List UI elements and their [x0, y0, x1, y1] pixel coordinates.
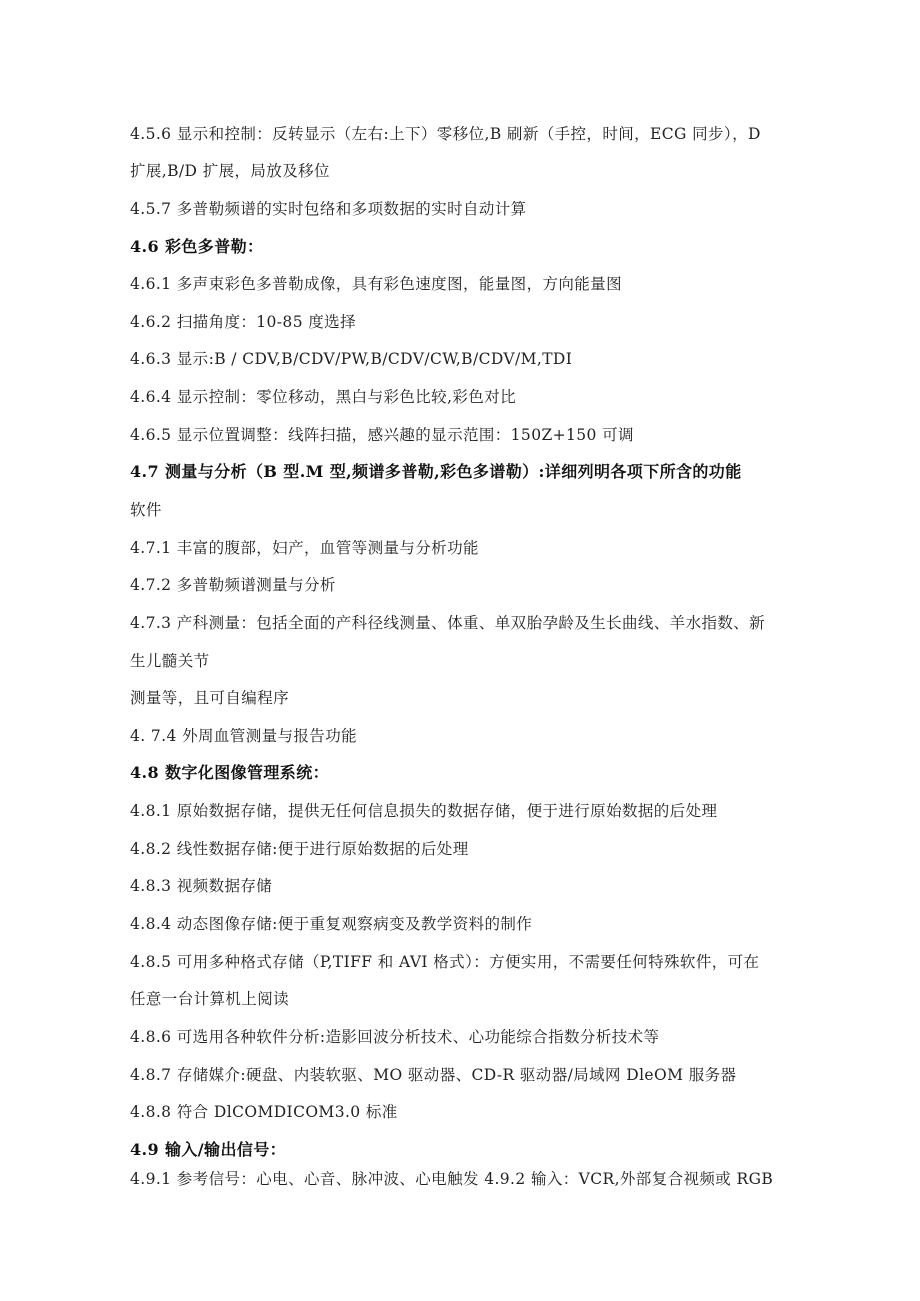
section-heading: 4.9 输入/输出信号：: [130, 1140, 287, 1159]
text-line: 4.8.8 符合 DlCOMDICOM3.0 标准: [130, 1103, 398, 1121]
text-line: 软件: [130, 501, 162, 519]
text-line: 4.7.2 多普勒频谱测量与分析: [130, 576, 336, 594]
text-line: 4.8.6 可选用各种软件分析:造影回波分析技术、心功能综合指数分析技术等: [130, 1028, 660, 1046]
text-line: 测量等，且可自编程序: [130, 689, 290, 707]
text-line: 4.8.4 动态图像存储:便于重复观察病变及教学资料的制作: [130, 915, 533, 933]
text-line: 4.8.3 视频数据存储: [130, 877, 273, 895]
text-line: 扩展,B/D 扩展，局放及移位: [130, 162, 330, 180]
text-line: 4.6.5 显示位置调整：线阵扫描，感兴趣的显示范围：150Z+150 可调: [130, 426, 634, 444]
text-line: 4.6.3 显示:B / CDV,B/CDV/PW,B/CDV/CW,B/CDV/M,TDI: [130, 350, 573, 368]
text-line: 4.6.1 多声束彩色多普勒成像，具有彩色速度图，能量图，方向能量图: [130, 275, 622, 293]
text-line: 4.5.6 显示和控制：反转显示（左右:上下）零移位,B 刷新（手控，时间，ECG 同步），D: [130, 125, 761, 143]
text-line: 4.7.1 丰富的腹部，妇产，血管等测量与分析功能: [130, 539, 479, 557]
text-line: 4.5.7 多普勒频谱的实时包络和多项数据的实时自动计算: [130, 200, 527, 218]
text-line: 4.8.2 线性数据存储:便于进行原始数据的后处理: [130, 840, 469, 858]
text-line: 4.8.7 存储媒介:硬盘、内装软驱、MO 驱动器、CD-R 驱动器/局域网 DleOM 服务器: [130, 1066, 737, 1084]
text-line: 4.6.4 显示控制：零位移动，黑白与彩色比较,彩色对比: [130, 388, 516, 406]
text-line: 4.7.3 产科测量：包括全面的产科径线测量、体重、单双胎孕龄及生长曲线、羊水指数、新: [130, 614, 766, 632]
text-line: 任意一台计算机上阅读: [130, 990, 290, 1008]
section-heading: 4.7 测量与分析（B 型.M 型,频谱多普勒,彩色多谱勒）:详细列明各项下所含的功能: [130, 462, 742, 481]
section-heading: 4.8 数字化图像管理系统：: [130, 763, 330, 782]
section-heading: 4.6 彩色多普勒：: [130, 237, 264, 256]
text-line: 4.8.5 可用多种格式存储（P,TIFF 和 AVI 格式）：方便实用，不需要任何特殊软件，可在: [130, 953, 760, 971]
text-line: 生儿髓关节: [130, 652, 210, 670]
text-line: 4.6.2 扫描角度：10-85 度选择: [130, 313, 356, 331]
text-line: 4.8.1 原始数据存储，提供无任何信息损失的数据存储，便于进行原始数据的后处理: [130, 802, 718, 820]
text-line: 4. 7.4 外周血管测量与报告功能: [130, 727, 357, 745]
text-line: 4.9.1 参考信号：心电、心音、脉冲波、心电触发 4.9.2 输入：VCR,外部复合视频或 RGB: [130, 1170, 774, 1188]
